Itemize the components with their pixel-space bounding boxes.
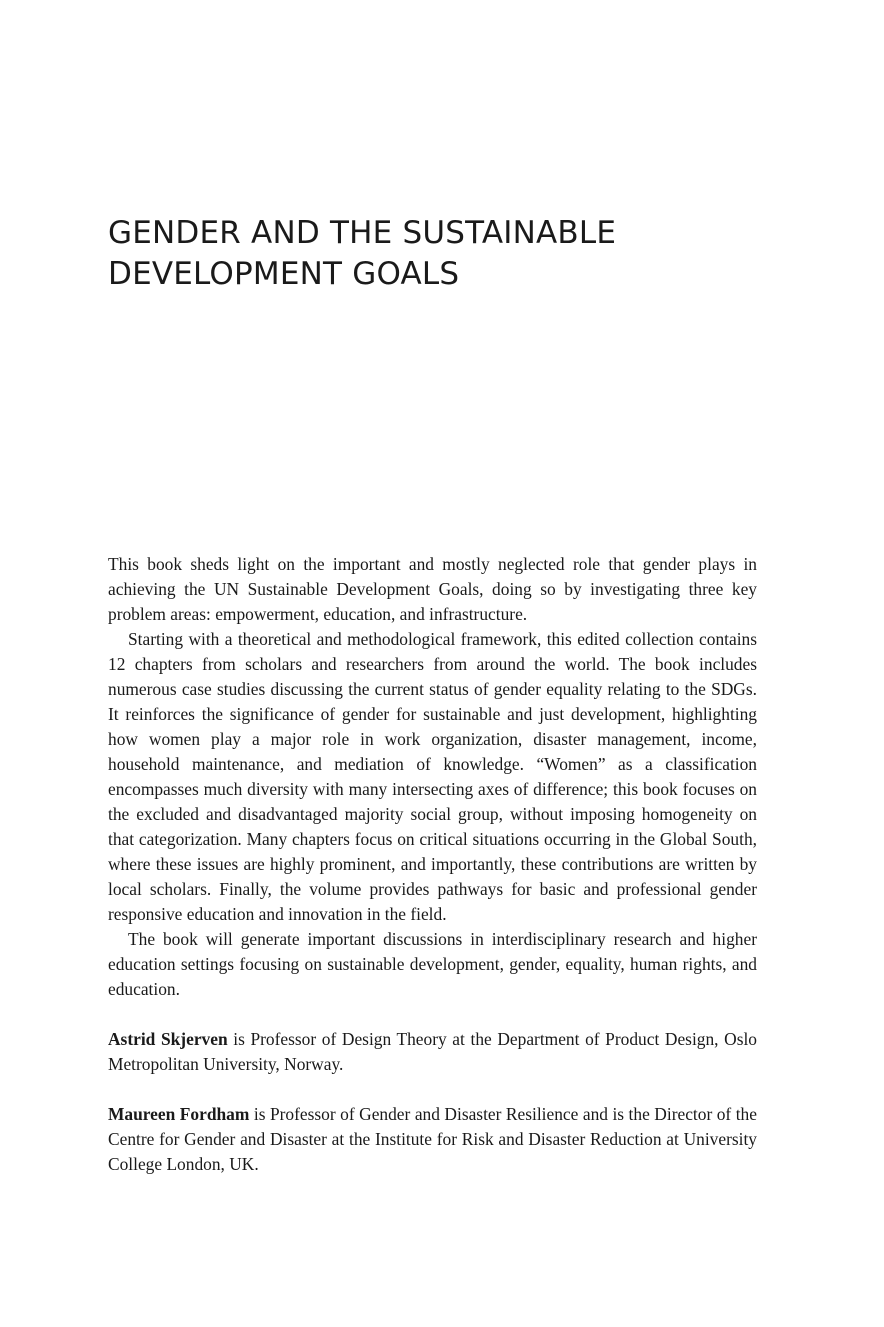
book-title	[108, 213, 768, 295]
author-bio-1	[108, 1027, 757, 1077]
author-bio-text-2: is Professor of Gender and Disaster Resilience and is the Director of the Centre for Gender and Disaster at the Institute for Risk and Disaster Reduction at University College London, UK.	[108, 1104, 757, 1174]
description-paragraph-3: The book will generate important discussions in interdisciplinary research and higher education settings focusing on sustainable development, gender, equality, human rights, and education.	[108, 929, 757, 999]
book-title-line-1: GENDER AND THE SUSTAINABLE	[108, 215, 617, 251]
book-title-line-2: DEVELOPMENT GOALS	[108, 256, 460, 292]
book-description	[108, 552, 757, 1177]
author-bio-2	[108, 1102, 757, 1177]
author-name-2: Maureen Fordham	[108, 1104, 250, 1124]
description-paragraph-1: This book sheds light on the important and mostly neglected role that gender plays in achieving the UN Sustainable Development Goals, doing so by investigating three key problem areas: empowerment, education, and infrastructure.	[108, 554, 757, 624]
author-bio-text-1: is Professor of Design Theory at the Department of Product Design, Oslo Metropolitan University, Norway.	[108, 1029, 757, 1074]
description-paragraph-2: Starting with a theoretical and methodological framework, this edited collection contains 12 chapters from scholars and researchers from around the world. The book includes numerous case studies discussing the current status of gender equality relating to the SDGs. It reinforces the significance of gender for sustainable and just development, highlighting how women play a major role in work organization, disaster management, income, household maintenance, and mediation of knowledge. “Women” as a classification encompasses much diversity with many intersecting axes of difference; this book focuses on the excluded and disadvantaged majority social group, without imposing homogeneity on that categorization. Many chapters focus on critical situations occurring in the Global South, where these issues are highly prominent, and importantly, these contributions are written by local scholars. Finally, the volume provides pathways for basic and professional gender responsive education and innovation in the field.	[108, 629, 757, 924]
author-name-1: Astrid Skjerven	[108, 1029, 228, 1049]
